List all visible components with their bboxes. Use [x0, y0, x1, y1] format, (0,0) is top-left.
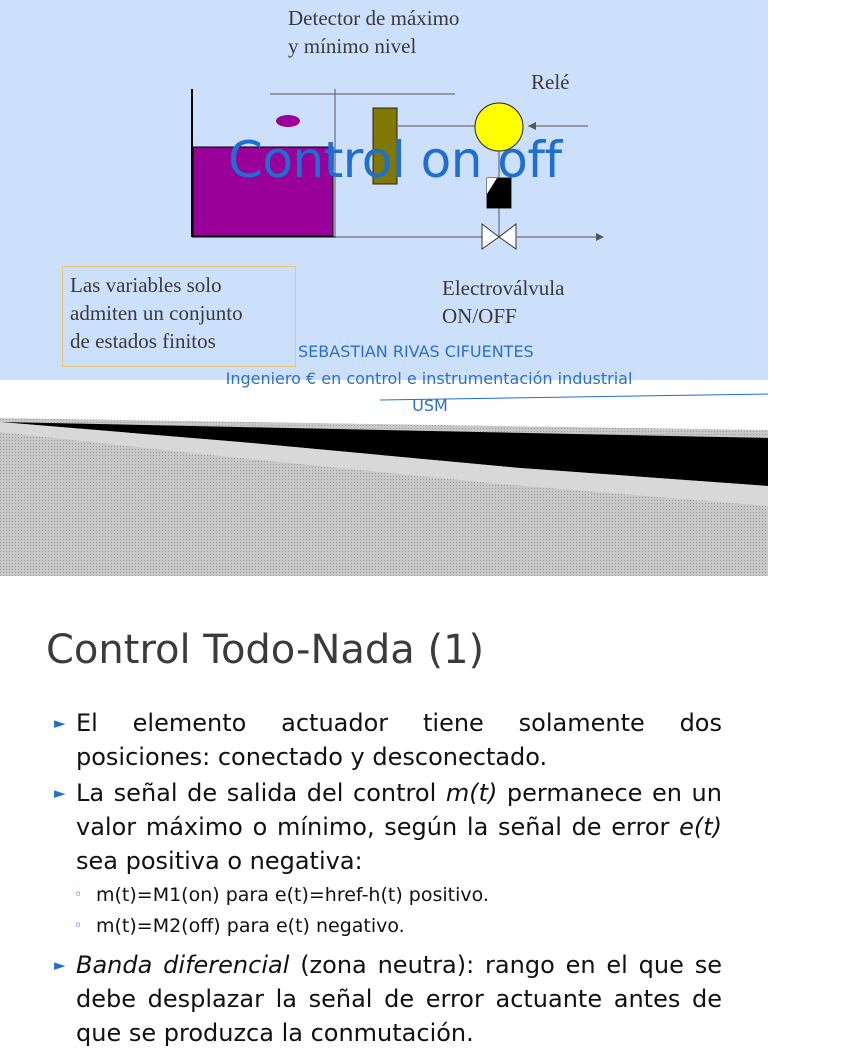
sub-bullet-on	[50, 880, 722, 911]
output-arrow-icon	[596, 233, 604, 241]
bullet-output-et: e(t)	[679, 813, 722, 841]
content-slide-title: Control Todo-Nada (1)	[46, 627, 485, 673]
title-slide	[0, 0, 768, 576]
triangle-bullet-icon: ►	[54, 784, 66, 802]
sub-bullet-off	[50, 911, 722, 942]
relay-label: Relé	[531, 70, 570, 94]
sub-bullet-on-text: m(t)=M1(on) para e(t)=href-h(t) positivo.	[96, 884, 489, 906]
slide-title: Control on off	[228, 131, 562, 189]
sub-bullet-off-text: m(t)=M2(off) para e(t) negativo.	[96, 915, 405, 937]
level-float	[276, 115, 300, 127]
author-role: Ingeniero € en control e instrumentación industrial	[225, 369, 633, 388]
bullet-band-rest: (zona neutra): rango en el que se debe desplazar la señal de error actuante antes de que se produzca la conmutación.	[76, 951, 722, 1047]
bullet-actuator-text: El elemento actuador tiene solamente dos posiciones: conectado y desconectado.	[76, 709, 722, 771]
bullet-list	[50, 706, 722, 1052]
bullet-output-part2: permanece en un valor máximo o mínimo, según la señal de error	[76, 779, 722, 841]
content-slide	[0, 576, 768, 1047]
author-institution: USM	[412, 396, 448, 415]
bullet-actuator	[50, 706, 722, 774]
bullet-band-italic: Banda diferencial	[76, 951, 290, 979]
valve-label: Electroválvula ON/OFF	[442, 276, 565, 328]
author-name: SEBASTIAN RIVAS CIFUENTES	[298, 342, 534, 361]
bullet-output-signal	[50, 776, 722, 878]
circle-bullet-icon: ◦	[74, 918, 83, 934]
bullet-output-part1: La señal de salida del control	[76, 779, 446, 807]
circle-bullet-icon: ◦	[74, 887, 83, 903]
detector-label: Detector de máximo y mínimo nivel	[288, 6, 460, 58]
bullet-differential-band	[50, 948, 722, 1050]
finite-states-note: Las variables solo admiten un conjunto de estados finitos	[62, 266, 296, 367]
triangle-bullet-icon: ►	[54, 714, 66, 732]
triangle-bullet-icon: ►	[54, 956, 66, 974]
bullet-output-part3: sea positiva o negativa:	[76, 847, 363, 875]
bullet-output-mt: m(t)	[445, 779, 498, 807]
